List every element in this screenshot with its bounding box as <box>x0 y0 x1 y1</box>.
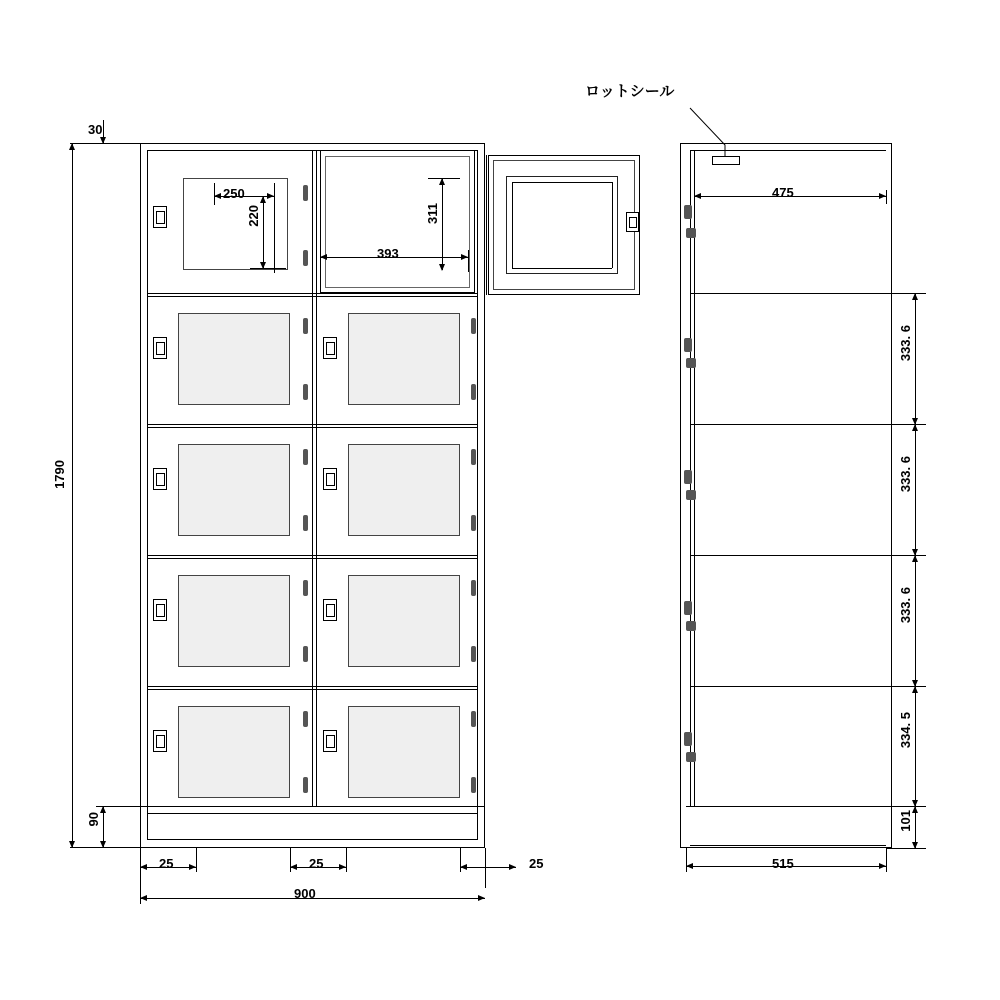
swung-door-panel <box>506 176 618 274</box>
dim-25-mid-text: 25 <box>309 856 324 871</box>
door-lock-r5c1[interactable] <box>153 730 167 752</box>
side-shelf-1 <box>690 293 886 294</box>
door-hinge-r5c1-top <box>303 711 308 727</box>
door-hinge-r1c1-bot <box>303 250 308 266</box>
dim-25-right-line <box>460 867 516 868</box>
side-hinge-4 <box>684 601 692 615</box>
dim-tier3-arrow-u <box>912 555 918 562</box>
dim-475-arrow-r <box>879 193 886 199</box>
dim-393-arrow-r <box>461 254 468 260</box>
dim-393-text: 393 <box>377 246 399 261</box>
dim-30-arrow <box>100 137 106 144</box>
dim-220-arrow-u <box>260 196 266 203</box>
dim-515-ext-l <box>686 848 687 872</box>
front-shelf-2b <box>147 427 478 428</box>
door-lock-r4c2[interactable] <box>323 599 337 621</box>
dim-515-ext-r <box>886 848 887 872</box>
door-panel-r5c1[interactable] <box>178 706 290 798</box>
front-base-line2 <box>147 813 478 814</box>
door-lock-r2c2[interactable] <box>323 337 337 359</box>
swung-door-keyhole <box>629 217 637 228</box>
dim-tier3-ext-t <box>886 555 926 556</box>
side-hinge-3 <box>684 470 692 484</box>
dim-25-left-text: 25 <box>159 856 174 871</box>
door-lock-r3c1[interactable] <box>153 468 167 490</box>
dim-tier4-text: 334. 5 <box>898 712 913 749</box>
side-base-line2 <box>690 845 886 846</box>
door-hinge-r4c2-top <box>471 580 476 596</box>
dim-1790-text: 1790 <box>52 460 67 489</box>
swung-door-bracket-bot <box>512 268 612 269</box>
door-lock-r2c1[interactable] <box>153 337 167 359</box>
door-panel-r4c1[interactable] <box>178 575 290 667</box>
dim-1790-arrow-top <box>69 143 75 150</box>
dim-25-mid-ext-a <box>290 848 291 872</box>
side-cabinet-outline <box>680 143 892 848</box>
lock-keyhole-r5c1 <box>156 735 165 748</box>
dim-1790-line <box>72 143 73 847</box>
door-lock-r5c2[interactable] <box>323 730 337 752</box>
door-panel-r3c2[interactable] <box>348 444 460 536</box>
swung-door-bracket-top <box>512 182 612 183</box>
dim-25-mid-arrow-r <box>339 864 346 870</box>
dim-250-text: 250 <box>223 186 245 201</box>
dim-515-arrow-r <box>879 863 886 869</box>
dim-90-text: 90 <box>86 812 101 827</box>
dim-101-ext-b <box>886 848 926 849</box>
dim-220-line <box>263 196 264 268</box>
dim-25-mid-ext-b <box>346 848 347 872</box>
side-lock-1 <box>686 228 696 238</box>
door-hinge-r3c2-top <box>471 449 476 465</box>
dim-900-text: 900 <box>294 886 316 901</box>
front-shelf-4b <box>147 689 478 690</box>
swung-door-bracket-left <box>512 182 513 268</box>
dim-250-ext-l <box>214 183 215 205</box>
door-hinge-r1c1-top <box>303 185 308 201</box>
lock-keyhole-r2c1 <box>156 342 165 355</box>
door-panel-r5c2[interactable] <box>348 706 460 798</box>
dim-515-arrow-l <box>686 863 693 869</box>
front-shelf-2 <box>147 424 478 425</box>
side-shelf-4 <box>690 686 886 687</box>
dim-311-ext-t <box>428 178 460 179</box>
door-hinge-r4c2-bot <box>471 646 476 662</box>
dim-90-arrow-bot <box>100 841 106 848</box>
dim-250-arrow-l <box>214 193 221 199</box>
door-hinge-r2c2-top <box>471 318 476 334</box>
front-base-line <box>140 806 485 807</box>
side-hinge-5 <box>684 732 692 746</box>
lock-keyhole-r5c2 <box>326 735 335 748</box>
dim-900-ext-l <box>140 848 141 904</box>
swung-door-hinge-line <box>486 155 487 295</box>
side-lock-2 <box>686 358 696 368</box>
dim-25-mid-arrow-l <box>290 864 297 870</box>
lock-keyhole-r1c1 <box>156 211 165 224</box>
front-shelf-3b <box>147 558 478 559</box>
door-lock-r4c1[interactable] <box>153 599 167 621</box>
dim-tier4-line <box>915 686 916 806</box>
side-hinge-1 <box>684 205 692 219</box>
dim-220-ext-b <box>250 268 286 269</box>
dim-25-right-arrow-r <box>509 864 516 870</box>
side-shelf-2 <box>690 424 886 425</box>
dim-900-arrow-r <box>478 895 485 901</box>
door-lock-r1c1[interactable] <box>153 206 167 228</box>
dim-220-text: 220 <box>246 205 261 227</box>
dim-25-right-arrow-l <box>460 864 467 870</box>
dim-30-text: 30 <box>88 122 103 137</box>
open-door-inner <box>325 156 470 288</box>
dim-900-arrow-l <box>140 895 147 901</box>
side-hinge-2 <box>684 338 692 352</box>
dim-tier4-ext-b <box>886 806 926 807</box>
door-hinge-r5c1-bot <box>303 777 308 793</box>
dim-tier1-line <box>915 293 916 424</box>
dim-25-right-ext-b <box>485 848 486 888</box>
side-lock-4 <box>686 621 696 631</box>
lock-keyhole-r3c1 <box>156 473 165 486</box>
front-shelf-4 <box>147 686 478 687</box>
lot-seal-label: ロットシール <box>585 83 675 100</box>
side-front-edge2 <box>694 150 695 806</box>
dim-475-ext-r <box>886 190 887 204</box>
dim-311-arrow-d <box>439 264 445 271</box>
door-panel-r4c2[interactable] <box>348 575 460 667</box>
dim-tier2-line <box>915 424 916 555</box>
dim-250-arrow-r <box>267 193 274 199</box>
door-hinge-r2c1-bot <box>303 384 308 400</box>
door-hinge-r2c1-top <box>303 318 308 334</box>
lock-keyhole-r2c2 <box>326 342 335 355</box>
ext-line-top <box>70 143 145 144</box>
side-base-line <box>686 806 886 807</box>
dim-tier2-text: 333. 6 <box>898 456 913 493</box>
dim-tier1-ext-t <box>886 293 926 294</box>
door-hinge-r3c2-bot <box>471 515 476 531</box>
dim-101-text: 101 <box>898 810 913 832</box>
door-hinge-r3c1-bot <box>303 515 308 531</box>
door-lock-r3c2[interactable] <box>323 468 337 490</box>
dim-475-arrow-l <box>694 193 701 199</box>
side-lock-5 <box>686 752 696 762</box>
dim-393-ext-l <box>320 250 321 272</box>
dim-25-left-arrow-r <box>189 864 196 870</box>
front-shelf-1 <box>147 293 478 294</box>
side-lock-3 <box>686 490 696 500</box>
door-hinge-r3c1-top <box>303 449 308 465</box>
lot-seal-leader <box>600 90 780 170</box>
door-hinge-r2c2-bot <box>471 384 476 400</box>
door-panel-r2c1[interactable] <box>178 313 290 405</box>
door-hinge-r4c1-bot <box>303 646 308 662</box>
door-panel-r2c2[interactable] <box>348 313 460 405</box>
front-center-divider <box>312 150 313 806</box>
dim-tier1-arrow-u <box>912 293 918 300</box>
dim-tier4-ext-t <box>886 686 926 687</box>
ext-line-bottom <box>70 847 145 848</box>
dim-393-arrow-l <box>320 254 327 260</box>
front-center-divider-2 <box>316 150 317 806</box>
dim-tier4-arrow-u <box>912 686 918 693</box>
dim-25-right-ext-a <box>460 848 461 872</box>
lock-keyhole-r3c2 <box>326 473 335 486</box>
dim-tier3-line <box>915 555 916 686</box>
door-panel-r3c1[interactable] <box>178 444 290 536</box>
dim-tier2-ext-t <box>886 424 926 425</box>
dim-tier2-arrow-u <box>912 424 918 431</box>
dim-311-text: 311 <box>425 203 440 224</box>
side-shelf-3 <box>690 555 886 556</box>
dim-tier1-text: 333. 6 <box>898 325 913 362</box>
dim-25-right-text: 25 <box>529 856 544 871</box>
lock-keyhole-r4c2 <box>326 604 335 617</box>
door-hinge-r4c1-top <box>303 580 308 596</box>
door-hinge-r5c2-top <box>471 711 476 727</box>
dim-393-ext-r <box>468 250 469 272</box>
front-shelf-1b <box>147 296 478 297</box>
dim-tier3-text: 333. 6 <box>898 587 913 624</box>
dim-25-left-arrow-l <box>140 864 147 870</box>
swung-door-bracket-right <box>612 182 613 268</box>
dim-475-text: 475 <box>772 185 794 200</box>
swung-door-lock[interactable] <box>626 212 639 232</box>
lock-keyhole-r4c1 <box>156 604 165 617</box>
door-hinge-r5c2-bot <box>471 777 476 793</box>
dim-25-left-ext-b <box>196 848 197 872</box>
dim-311-line <box>442 178 443 270</box>
front-shelf-3 <box>147 555 478 556</box>
dim-311-arrow-u <box>439 178 445 185</box>
dim-250-ext-r <box>274 183 275 273</box>
dim-515-text: 515 <box>772 856 794 871</box>
